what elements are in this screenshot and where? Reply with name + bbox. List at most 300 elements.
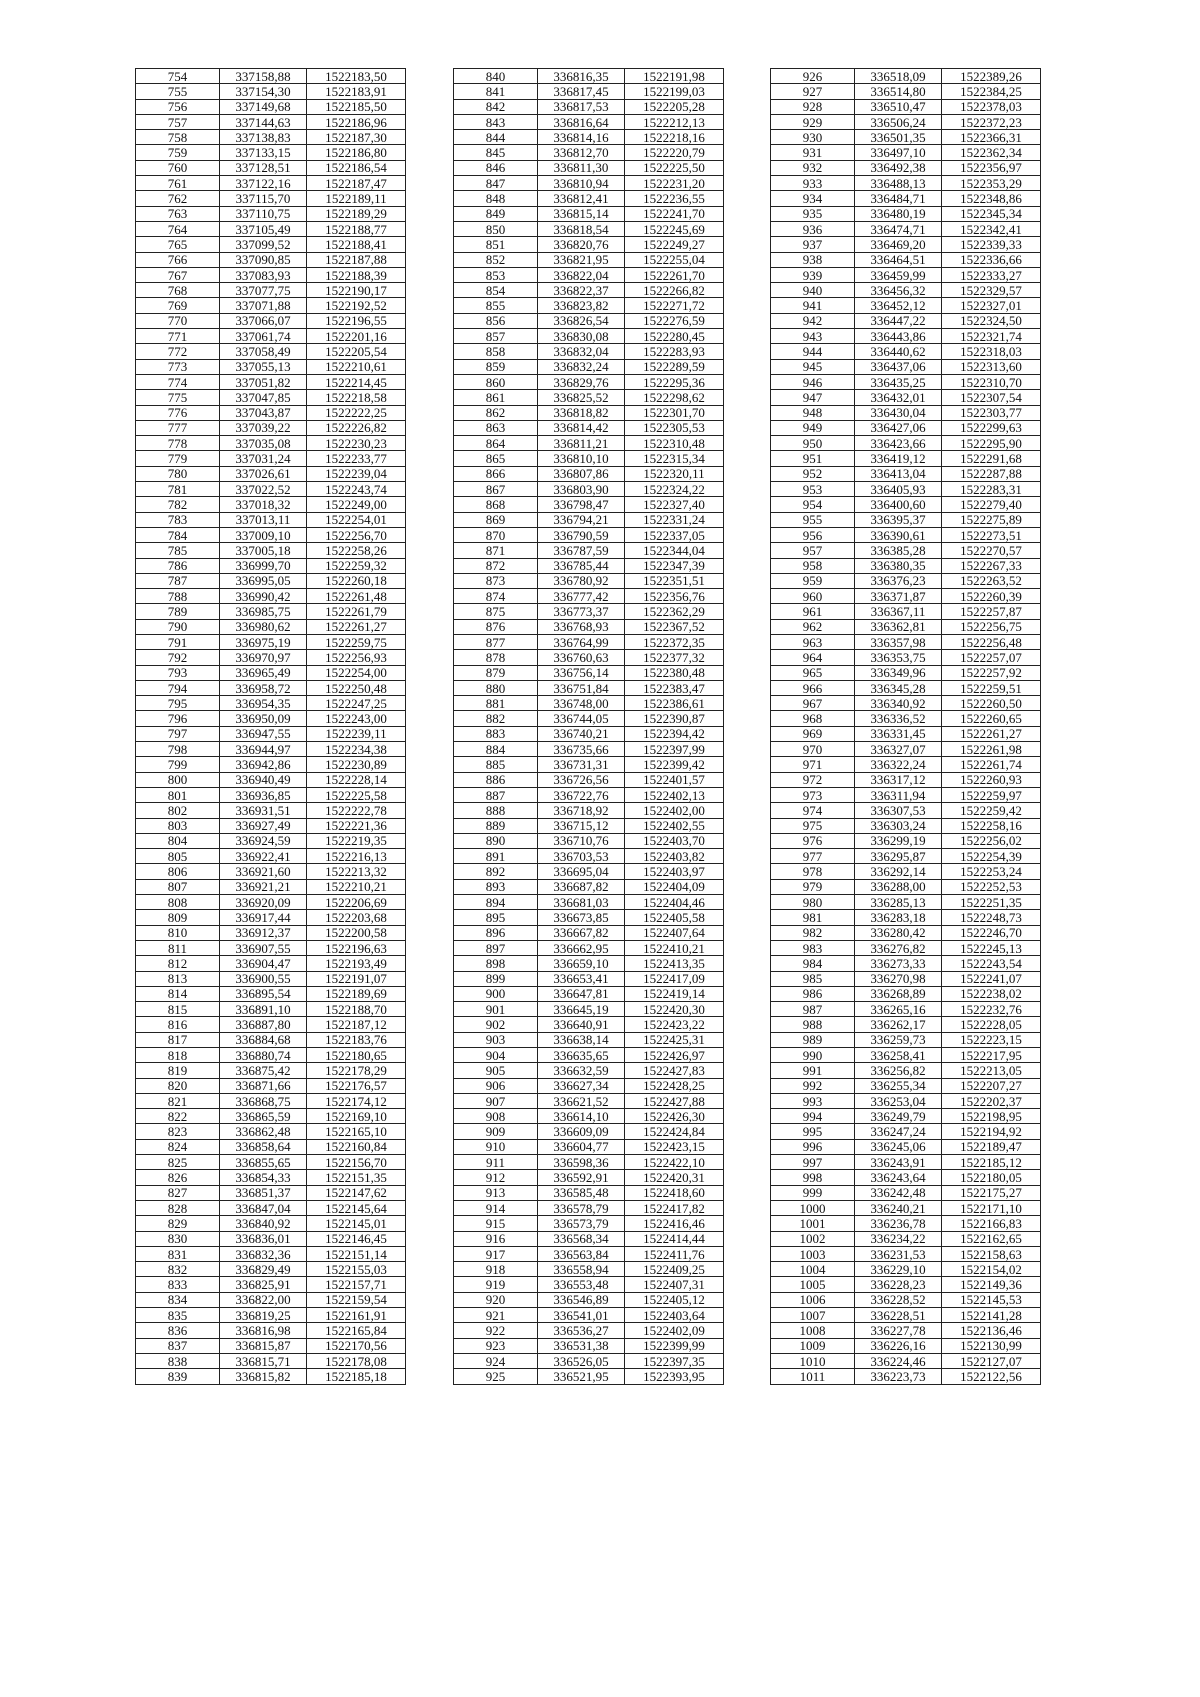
table-row xyxy=(454,665,724,680)
table-row xyxy=(136,527,406,542)
y-coordinate-cell: 1522187,47 xyxy=(307,176,406,191)
point-number-cell: 790 xyxy=(136,619,220,634)
point-number-cell: 944 xyxy=(771,344,855,359)
x-coordinate-cell: 336480,19 xyxy=(855,206,942,221)
point-number-cell: 1003 xyxy=(771,1246,855,1261)
point-number-cell: 909 xyxy=(454,1124,538,1139)
y-coordinate-cell: 1522404,09 xyxy=(625,879,724,894)
point-number-cell: 939 xyxy=(771,267,855,282)
y-coordinate-cell: 1522422,10 xyxy=(625,1155,724,1170)
x-coordinate-cell: 336632,59 xyxy=(538,1063,625,1078)
point-number-cell: 889 xyxy=(454,818,538,833)
y-coordinate-cell: 1522416,46 xyxy=(625,1216,724,1231)
y-coordinate-cell: 1522283,93 xyxy=(625,344,724,359)
x-coordinate-cell: 337158,88 xyxy=(220,69,307,84)
y-coordinate-cell: 1522380,48 xyxy=(625,665,724,680)
point-number-cell: 964 xyxy=(771,650,855,665)
point-number-cell: 920 xyxy=(454,1292,538,1307)
x-coordinate-cell: 336840,92 xyxy=(220,1216,307,1231)
x-coordinate-cell: 336931,51 xyxy=(220,803,307,818)
x-coordinate-cell: 336270,98 xyxy=(855,971,942,986)
x-coordinate-cell: 336531,38 xyxy=(538,1338,625,1353)
y-coordinate-cell: 1522295,90 xyxy=(942,436,1041,451)
x-coordinate-cell: 336681,03 xyxy=(538,895,625,910)
point-number-cell: 1008 xyxy=(771,1323,855,1338)
point-number-cell: 997 xyxy=(771,1155,855,1170)
point-number-cell: 981 xyxy=(771,910,855,925)
table-row xyxy=(136,1246,406,1261)
table-row xyxy=(771,99,1041,114)
x-coordinate-cell: 336807,86 xyxy=(538,466,625,481)
table-row xyxy=(771,527,1041,542)
x-coordinate-cell: 336814,42 xyxy=(538,420,625,435)
x-coordinate-cell: 336521,95 xyxy=(538,1369,625,1384)
y-coordinate-cell: 1522241,07 xyxy=(942,971,1041,986)
point-number-cell: 891 xyxy=(454,849,538,864)
y-coordinate-cell: 1522420,30 xyxy=(625,1002,724,1017)
y-coordinate-cell: 1522420,31 xyxy=(625,1170,724,1185)
table-row xyxy=(771,283,1041,298)
point-number-cell: 950 xyxy=(771,436,855,451)
y-coordinate-cell: 1522222,78 xyxy=(307,803,406,818)
x-coordinate-cell: 336464,51 xyxy=(855,252,942,267)
y-coordinate-cell: 1522200,58 xyxy=(307,925,406,940)
point-number-cell: 912 xyxy=(454,1170,538,1185)
point-number-cell: 916 xyxy=(454,1231,538,1246)
table-row xyxy=(771,405,1041,420)
x-coordinate-cell: 336526,05 xyxy=(538,1353,625,1368)
table-row xyxy=(771,390,1041,405)
point-number-cell: 822 xyxy=(136,1109,220,1124)
x-coordinate-cell: 336283,18 xyxy=(855,910,942,925)
point-number-cell: 996 xyxy=(771,1139,855,1154)
point-number-cell: 934 xyxy=(771,191,855,206)
x-coordinate-cell: 336858,64 xyxy=(220,1139,307,1154)
point-number-cell: 987 xyxy=(771,1002,855,1017)
table-row xyxy=(136,604,406,619)
point-number-cell: 766 xyxy=(136,252,220,267)
y-coordinate-cell: 1522260,50 xyxy=(942,696,1041,711)
x-coordinate-cell: 337144,63 xyxy=(220,114,307,129)
point-number-cell: 817 xyxy=(136,1032,220,1047)
table-row xyxy=(454,558,724,573)
y-coordinate-cell: 1522247,25 xyxy=(307,696,406,711)
table-row xyxy=(454,267,724,282)
y-coordinate-cell: 1522270,57 xyxy=(942,543,1041,558)
x-coordinate-cell: 336818,82 xyxy=(538,405,625,420)
y-coordinate-cell: 1522324,22 xyxy=(625,482,724,497)
x-coordinate-cell: 336563,84 xyxy=(538,1246,625,1261)
y-coordinate-cell: 1522403,82 xyxy=(625,849,724,864)
table-row xyxy=(136,130,406,145)
table-row xyxy=(771,543,1041,558)
x-coordinate-cell: 336810,10 xyxy=(538,451,625,466)
x-coordinate-cell: 336822,00 xyxy=(220,1292,307,1307)
y-coordinate-cell: 1522136,46 xyxy=(942,1323,1041,1338)
table-row xyxy=(454,69,724,84)
y-coordinate-cell: 1522313,60 xyxy=(942,359,1041,374)
table-row xyxy=(136,420,406,435)
x-coordinate-cell: 336585,48 xyxy=(538,1185,625,1200)
table-row xyxy=(454,329,724,344)
y-coordinate-cell: 1522386,61 xyxy=(625,696,724,711)
table-row xyxy=(136,925,406,940)
y-coordinate-cell: 1522219,35 xyxy=(307,833,406,848)
point-number-cell: 962 xyxy=(771,619,855,634)
point-number-cell: 824 xyxy=(136,1139,220,1154)
point-number-cell: 945 xyxy=(771,359,855,374)
x-coordinate-cell: 336904,47 xyxy=(220,956,307,971)
table-row xyxy=(136,742,406,757)
point-number-cell: 867 xyxy=(454,482,538,497)
table-row xyxy=(136,390,406,405)
point-number-cell: 884 xyxy=(454,742,538,757)
x-coordinate-cell: 336474,71 xyxy=(855,221,942,236)
y-coordinate-cell: 1522427,88 xyxy=(625,1093,724,1108)
point-number-cell: 770 xyxy=(136,313,220,328)
y-coordinate-cell: 1522147,62 xyxy=(307,1185,406,1200)
y-coordinate-cell: 1522214,45 xyxy=(307,374,406,389)
point-number-cell: 1010 xyxy=(771,1353,855,1368)
table-row xyxy=(454,252,724,267)
table-row xyxy=(454,482,724,497)
x-coordinate-cell: 336687,82 xyxy=(538,879,625,894)
table-row xyxy=(136,1308,406,1323)
point-number-cell: 859 xyxy=(454,359,538,374)
table-row xyxy=(771,772,1041,787)
x-coordinate-cell: 336832,36 xyxy=(220,1246,307,1261)
x-coordinate-cell: 336816,98 xyxy=(220,1323,307,1338)
x-coordinate-cell: 336484,71 xyxy=(855,191,942,206)
table-row xyxy=(136,772,406,787)
y-coordinate-cell: 1522183,50 xyxy=(307,69,406,84)
point-number-cell: 869 xyxy=(454,512,538,527)
y-coordinate-cell: 1522307,54 xyxy=(942,390,1041,405)
x-coordinate-cell: 336722,76 xyxy=(538,787,625,802)
table-row xyxy=(454,1262,724,1277)
table-row xyxy=(771,1109,1041,1124)
point-number-cell: 971 xyxy=(771,757,855,772)
table-row xyxy=(136,1369,406,1384)
point-number-cell: 776 xyxy=(136,405,220,420)
x-coordinate-cell: 336430,04 xyxy=(855,405,942,420)
x-coordinate-cell: 336258,41 xyxy=(855,1048,942,1063)
x-coordinate-cell: 336975,19 xyxy=(220,634,307,649)
y-coordinate-cell: 1522259,75 xyxy=(307,634,406,649)
point-number-cell: 868 xyxy=(454,497,538,512)
table-row xyxy=(136,849,406,864)
table-row xyxy=(136,650,406,665)
x-coordinate-cell: 336744,05 xyxy=(538,711,625,726)
y-coordinate-cell: 1522333,27 xyxy=(942,267,1041,282)
x-coordinate-cell: 336780,92 xyxy=(538,573,625,588)
point-number-cell: 995 xyxy=(771,1124,855,1139)
table-row xyxy=(136,680,406,695)
x-coordinate-cell: 337154,30 xyxy=(220,84,307,99)
point-number-cell: 914 xyxy=(454,1200,538,1215)
y-coordinate-cell: 1522175,27 xyxy=(942,1185,1041,1200)
table-row xyxy=(771,558,1041,573)
table-row xyxy=(454,1078,724,1093)
table-row xyxy=(136,910,406,925)
point-number-cell: 874 xyxy=(454,589,538,604)
point-number-cell: 852 xyxy=(454,252,538,267)
point-number-cell: 774 xyxy=(136,374,220,389)
x-coordinate-cell: 337083,93 xyxy=(220,267,307,282)
x-coordinate-cell: 336924,59 xyxy=(220,833,307,848)
y-coordinate-cell: 1522362,34 xyxy=(942,145,1041,160)
x-coordinate-cell: 337110,75 xyxy=(220,206,307,221)
y-coordinate-cell: 1522192,52 xyxy=(307,298,406,313)
table-row xyxy=(136,313,406,328)
y-coordinate-cell: 1522291,68 xyxy=(942,451,1041,466)
x-coordinate-cell: 336907,55 xyxy=(220,940,307,955)
point-number-cell: 878 xyxy=(454,650,538,665)
table-row xyxy=(454,313,724,328)
point-number-cell: 902 xyxy=(454,1017,538,1032)
y-coordinate-cell: 1522122,56 xyxy=(942,1369,1041,1384)
point-number-cell: 990 xyxy=(771,1048,855,1063)
y-coordinate-cell: 1522234,38 xyxy=(307,742,406,757)
table-row xyxy=(454,1139,724,1154)
x-coordinate-cell: 336276,82 xyxy=(855,940,942,955)
x-coordinate-cell: 336662,95 xyxy=(538,940,625,955)
point-number-cell: 808 xyxy=(136,895,220,910)
y-coordinate-cell: 1522250,48 xyxy=(307,680,406,695)
x-coordinate-cell: 336785,44 xyxy=(538,558,625,573)
table-row xyxy=(454,634,724,649)
y-coordinate-cell: 1522166,83 xyxy=(942,1216,1041,1231)
y-coordinate-cell: 1522189,47 xyxy=(942,1139,1041,1154)
y-coordinate-cell: 1522372,35 xyxy=(625,634,724,649)
table-row xyxy=(136,1032,406,1047)
y-coordinate-cell: 1522289,59 xyxy=(625,359,724,374)
point-number-cell: 1002 xyxy=(771,1231,855,1246)
y-coordinate-cell: 1522210,21 xyxy=(307,879,406,894)
table-row xyxy=(771,1017,1041,1032)
y-coordinate-cell: 1522329,57 xyxy=(942,283,1041,298)
y-coordinate-cell: 1522318,03 xyxy=(942,344,1041,359)
point-number-cell: 861 xyxy=(454,390,538,405)
table-row xyxy=(771,1155,1041,1170)
point-number-cell: 798 xyxy=(136,742,220,757)
x-coordinate-cell: 336621,52 xyxy=(538,1093,625,1108)
x-coordinate-cell: 336999,70 xyxy=(220,558,307,573)
point-number-cell: 900 xyxy=(454,986,538,1001)
point-number-cell: 803 xyxy=(136,818,220,833)
point-number-cell: 942 xyxy=(771,313,855,328)
table-row xyxy=(136,1200,406,1215)
x-coordinate-cell: 336413,04 xyxy=(855,466,942,481)
x-coordinate-cell: 336954,35 xyxy=(220,696,307,711)
table-row xyxy=(771,1277,1041,1292)
point-number-cell: 839 xyxy=(136,1369,220,1384)
y-coordinate-cell: 1522178,29 xyxy=(307,1063,406,1078)
table-row xyxy=(454,114,724,129)
point-number-cell: 941 xyxy=(771,298,855,313)
point-number-cell: 793 xyxy=(136,665,220,680)
table-row xyxy=(454,818,724,833)
x-coordinate-cell: 336673,85 xyxy=(538,910,625,925)
x-coordinate-cell: 336353,75 xyxy=(855,650,942,665)
table-row xyxy=(771,803,1041,818)
x-coordinate-cell: 336459,99 xyxy=(855,267,942,282)
point-number-cell: 906 xyxy=(454,1078,538,1093)
point-number-cell: 816 xyxy=(136,1017,220,1032)
y-coordinate-cell: 1522261,98 xyxy=(942,742,1041,757)
table-row xyxy=(454,956,724,971)
point-number-cell: 780 xyxy=(136,466,220,481)
point-number-cell: 931 xyxy=(771,145,855,160)
y-coordinate-cell: 1522261,74 xyxy=(942,757,1041,772)
table-row xyxy=(771,1170,1041,1185)
y-coordinate-cell: 1522238,02 xyxy=(942,986,1041,1001)
y-coordinate-cell: 1522344,04 xyxy=(625,543,724,558)
table-row xyxy=(136,726,406,741)
y-coordinate-cell: 1522389,26 xyxy=(942,69,1041,84)
table-row xyxy=(136,436,406,451)
table-row xyxy=(454,1017,724,1032)
point-number-cell: 982 xyxy=(771,925,855,940)
x-coordinate-cell: 336832,24 xyxy=(538,359,625,374)
table-row xyxy=(136,1017,406,1032)
y-coordinate-cell: 1522405,12 xyxy=(625,1292,724,1307)
x-coordinate-cell: 336638,14 xyxy=(538,1032,625,1047)
point-number-cell: 910 xyxy=(454,1139,538,1154)
x-coordinate-cell: 337035,08 xyxy=(220,436,307,451)
table-row xyxy=(136,359,406,374)
x-coordinate-cell: 336362,81 xyxy=(855,619,942,634)
table-row xyxy=(136,1078,406,1093)
table-row xyxy=(136,558,406,573)
point-number-cell: 829 xyxy=(136,1216,220,1231)
table-row xyxy=(454,374,724,389)
x-coordinate-cell: 336942,86 xyxy=(220,757,307,772)
x-coordinate-cell: 336645,19 xyxy=(538,1002,625,1017)
y-coordinate-cell: 1522255,04 xyxy=(625,252,724,267)
table-row xyxy=(454,1292,724,1307)
x-coordinate-cell: 336751,84 xyxy=(538,680,625,695)
y-coordinate-cell: 1522188,70 xyxy=(307,1002,406,1017)
x-coordinate-cell: 336367,11 xyxy=(855,604,942,619)
point-number-cell: 771 xyxy=(136,329,220,344)
point-number-cell: 897 xyxy=(454,940,538,955)
point-number-cell: 826 xyxy=(136,1170,220,1185)
table-row xyxy=(454,359,724,374)
point-number-cell: 904 xyxy=(454,1048,538,1063)
y-coordinate-cell: 1522161,91 xyxy=(307,1308,406,1323)
table-row xyxy=(454,145,724,160)
y-coordinate-cell: 1522356,97 xyxy=(942,160,1041,175)
x-coordinate-cell: 336614,10 xyxy=(538,1109,625,1124)
x-coordinate-cell: 336815,82 xyxy=(220,1369,307,1384)
y-coordinate-cell: 1522273,51 xyxy=(942,527,1041,542)
point-number-cell: 863 xyxy=(454,420,538,435)
table-row xyxy=(771,604,1041,619)
y-coordinate-cell: 1522222,25 xyxy=(307,405,406,420)
y-coordinate-cell: 1522191,07 xyxy=(307,971,406,986)
table-row xyxy=(454,1246,724,1261)
table-row xyxy=(771,849,1041,864)
table-row xyxy=(136,1216,406,1231)
point-number-cell: 887 xyxy=(454,787,538,802)
y-coordinate-cell: 1522402,55 xyxy=(625,818,724,833)
y-coordinate-cell: 1522245,69 xyxy=(625,221,724,236)
x-coordinate-cell: 336492,38 xyxy=(855,160,942,175)
x-coordinate-cell: 336558,94 xyxy=(538,1262,625,1277)
y-coordinate-cell: 1522347,39 xyxy=(625,558,724,573)
x-coordinate-cell: 336912,37 xyxy=(220,925,307,940)
y-coordinate-cell: 1522218,16 xyxy=(625,130,724,145)
table-row xyxy=(454,1185,724,1200)
y-coordinate-cell: 1522257,87 xyxy=(942,604,1041,619)
y-coordinate-cell: 1522362,29 xyxy=(625,604,724,619)
x-coordinate-cell: 336816,64 xyxy=(538,114,625,129)
table-row xyxy=(771,512,1041,527)
table-row xyxy=(454,986,724,1001)
point-number-cell: 975 xyxy=(771,818,855,833)
y-coordinate-cell: 1522249,00 xyxy=(307,497,406,512)
y-coordinate-cell: 1522165,10 xyxy=(307,1124,406,1139)
x-coordinate-cell: 337043,87 xyxy=(220,405,307,420)
point-number-cell: 936 xyxy=(771,221,855,236)
point-number-cell: 954 xyxy=(771,497,855,512)
y-coordinate-cell: 1522418,60 xyxy=(625,1185,724,1200)
table-row xyxy=(771,956,1041,971)
table-row xyxy=(454,680,724,695)
table-row xyxy=(454,1338,724,1353)
table-row xyxy=(454,527,724,542)
table-row xyxy=(454,1369,724,1384)
x-coordinate-cell: 336385,28 xyxy=(855,543,942,558)
y-coordinate-cell: 1522427,83 xyxy=(625,1063,724,1078)
y-coordinate-cell: 1522243,54 xyxy=(942,956,1041,971)
point-number-cell: 871 xyxy=(454,543,538,558)
point-number-cell: 763 xyxy=(136,206,220,221)
point-number-cell: 955 xyxy=(771,512,855,527)
table-row xyxy=(454,711,724,726)
x-coordinate-cell: 336228,23 xyxy=(855,1277,942,1292)
table-row xyxy=(454,726,724,741)
y-coordinate-cell: 1522154,02 xyxy=(942,1262,1041,1277)
x-coordinate-cell: 336247,24 xyxy=(855,1124,942,1139)
x-coordinate-cell: 336871,66 xyxy=(220,1078,307,1093)
table-row xyxy=(136,221,406,236)
point-number-cell: 836 xyxy=(136,1323,220,1338)
point-number-cell: 791 xyxy=(136,634,220,649)
y-coordinate-cell: 1522187,12 xyxy=(307,1017,406,1032)
y-coordinate-cell: 1522327,01 xyxy=(942,298,1041,313)
y-coordinate-cell: 1522324,50 xyxy=(942,313,1041,328)
x-coordinate-cell: 336815,71 xyxy=(220,1353,307,1368)
y-coordinate-cell: 1522348,86 xyxy=(942,191,1041,206)
table-row xyxy=(136,191,406,206)
table-row xyxy=(771,619,1041,634)
point-number-cell: 802 xyxy=(136,803,220,818)
table-row xyxy=(454,696,724,711)
point-number-cell: 947 xyxy=(771,390,855,405)
x-coordinate-cell: 336822,04 xyxy=(538,267,625,282)
point-number-cell: 812 xyxy=(136,956,220,971)
table-row xyxy=(771,160,1041,175)
x-coordinate-cell: 336501,35 xyxy=(855,130,942,145)
point-number-cell: 764 xyxy=(136,221,220,236)
x-coordinate-cell: 336541,01 xyxy=(538,1308,625,1323)
point-number-cell: 818 xyxy=(136,1048,220,1063)
point-number-cell: 985 xyxy=(771,971,855,986)
point-number-cell: 860 xyxy=(454,374,538,389)
point-number-cell: 932 xyxy=(771,160,855,175)
